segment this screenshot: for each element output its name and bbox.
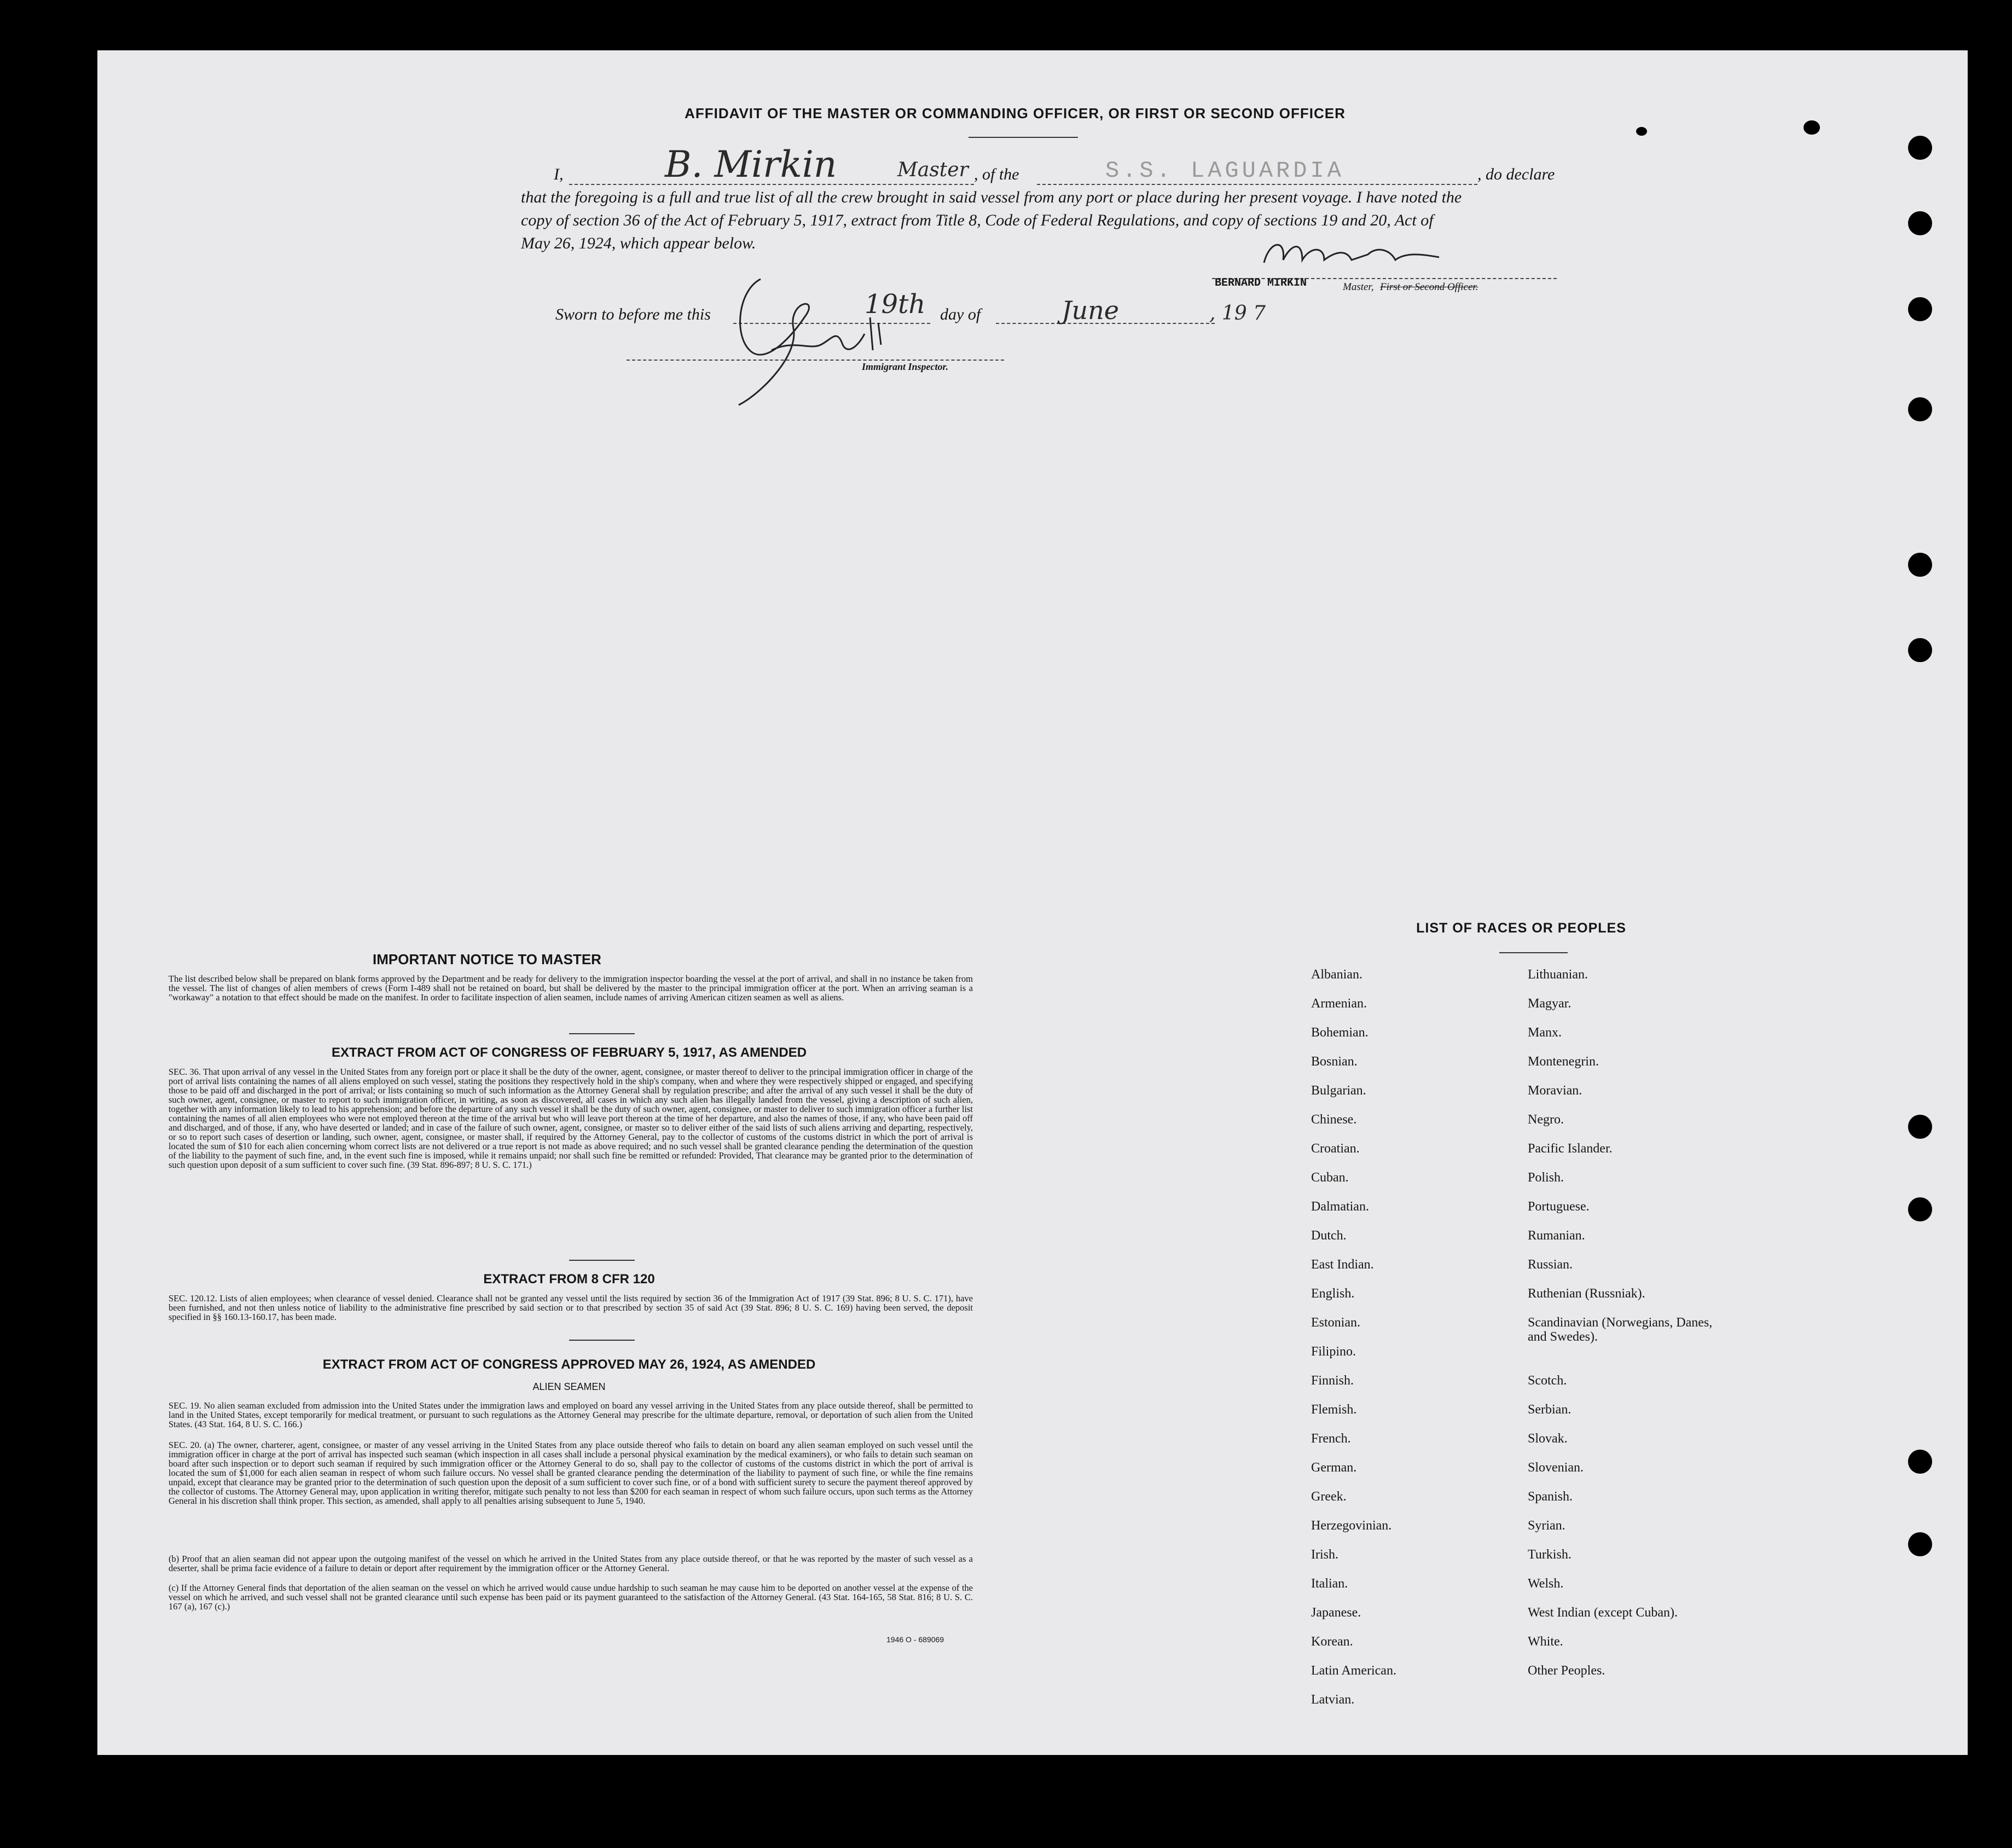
of-the-label: , of the [974, 165, 1019, 183]
race-item: Dutch. [1311, 1229, 1347, 1243]
race-item: Flemish. [1311, 1403, 1357, 1417]
race-item: Serbian. [1528, 1403, 1572, 1417]
race-item: Negro. [1528, 1113, 1564, 1127]
divider [569, 1260, 635, 1261]
extract-1924-sec20a: SEC. 20. (a) The owner, charterer, agent, consignee, or master of any vessel arriving in the United States from any place outside thereof who fails to detain on board any alien seaman employed on such vessel until the immigration officer in charge at the port of arrival has inspected such seaman (which inspection in all cases shall include a personal physical examination by the medical examiners), or who fails to detain such seaman on board after such inspection or to deport such seaman if required by such immigration officer or the Attorney General to do so, shall pay to the collector of customs of the customs district in which the port of arrival is located the sum of $1,000 for each alien seaman in respect of whom such failure occurs. No vessel shall be granted clearance pending the determination of the liability to payment of such fine, or while the fine remains unpaid, except that clearance may be granted prior to the determination of such question upon the deposit of a sum sufficient to cover such fine, or of a bond with sufficient surety to secure the payment thereof approved by the collector of customs. The Attorney General may, upon application in writing therefor, mitigate such penalty to not less than $200 for each seaman in respect of whom such failure occurs, upon such terms as the Attorney General in his discretion shall think proper. This section, as amended, shall apply to all penalties arising subsequent to June 5, 1940. [169, 1440, 973, 1506]
race-item: Magyar. [1528, 997, 1572, 1011]
race-item: Scotch. [1528, 1374, 1567, 1388]
month-handwritten: June [1062, 296, 1119, 325]
race-item: Slovenian. [1528, 1461, 1584, 1475]
affidavit-body-line-2: copy of section 36 of the Act of February 5, 1917, extract from Title 8, Code of Federal Regulations, and copy of sections 19 and 20, Act of [521, 211, 1434, 229]
notice-title: IMPORTANT NOTICE TO MASTER [373, 951, 601, 968]
print-code: 1946 O - 689069 [886, 1635, 944, 1644]
sworn-label: Sworn to before me this [555, 305, 711, 323]
signature-typed-name: BERNARD MIRKIN [1215, 277, 1307, 289]
divider [569, 1033, 635, 1034]
master-name-handwritten: B. Mirkin [665, 143, 837, 186]
extract-1924-title: EXTRACT FROM ACT OF CONGRESS APPROVED MAY 26, 1924, AS AMENDED [322, 1357, 816, 1372]
inspector-label: Immigrant Inspector. [862, 361, 949, 372]
vessel-name-stamp: S.S. LAGUARDIA [1105, 158, 1344, 184]
race-item: Turkish. [1528, 1548, 1572, 1562]
race-item: Armenian. [1311, 997, 1367, 1011]
race-item: Italian. [1311, 1577, 1348, 1591]
race-item: Syrian. [1528, 1519, 1565, 1533]
race-item: Welsh. [1528, 1577, 1564, 1591]
punch-hole [1908, 1532, 1932, 1556]
race-item: Filipino. [1311, 1345, 1356, 1359]
punch-hole [1908, 1115, 1932, 1139]
race-item: Croatian. [1311, 1142, 1360, 1156]
race-item: Pacific Islander. [1528, 1142, 1613, 1156]
race-item: Spanish. [1528, 1490, 1573, 1504]
race-item: Albanian. [1311, 968, 1362, 982]
race-item: German. [1311, 1461, 1357, 1475]
race-item: Irish. [1311, 1548, 1338, 1562]
punch-hole [1908, 638, 1932, 662]
race-item: Polish. [1528, 1171, 1564, 1185]
inspector-line [627, 360, 1004, 361]
race-item: Lithuanian. [1528, 968, 1588, 982]
race-item: Korean. [1311, 1635, 1353, 1649]
punch-hole [1908, 211, 1932, 235]
races-title-rule [1499, 952, 1568, 953]
master-signature [1259, 235, 1456, 274]
punch-hole [1908, 553, 1932, 577]
race-item: Greek. [1311, 1490, 1347, 1504]
punch-hole [1908, 136, 1932, 160]
race-item: Russian. [1528, 1258, 1573, 1272]
race-item: Chinese. [1311, 1113, 1357, 1127]
races-title: LIST OF RACES OR PEOPLES [1416, 920, 1626, 936]
race-item: Bohemian. [1311, 1026, 1369, 1040]
race-item: Scandinavian (Norwegians, Danes, and Swedes). [1528, 1316, 1713, 1344]
ink-blot [1804, 120, 1820, 135]
vessel-line [1037, 184, 1477, 185]
race-item: Japanese. [1311, 1606, 1361, 1620]
year-handwritten: , 19 7 [1209, 302, 1266, 325]
race-item: White. [1528, 1635, 1563, 1649]
extract-1924-sec20c: (c) If the Attorney General finds that deportation of the alien seaman on the vessel on which he arrived would cause undue hardship to such seaman he may cause him to be deported on another vessel at the expense of the vessel on which he arrived, and such vessel shall not be granted clearance until such expense has been paid or its payment guaranteed to the satisfaction of the Attorney General. (43 Stat. 164-165, 58 Stat. 816; 8 U. S. C. 167 (a), 167 (c).) [169, 1583, 973, 1612]
do-declare-label: , do declare [1477, 165, 1555, 183]
affidavit-title: AFFIDAVIT OF THE MASTER OR COMMANDING OFFICER, OR FIRST OR SECOND OFFICER [685, 105, 1346, 121]
race-item: Montenegrin. [1528, 1055, 1599, 1069]
race-item: Manx. [1528, 1026, 1562, 1040]
extract-1924-sec20b: (b) Proof that an alien seaman did not appear upon the outgoing manifest of the vessel on which he arrived in the United States from any place outside thereof, or that he was reported by the master of such vessel as a deserter, shall be prima facie evidence of a failure to detain or deport after requirement by the immigration officer or the Attorney General. [169, 1554, 973, 1573]
extract-1924-sec19: SEC. 19. No alien seaman excluded from admission into the United States under the immigration laws and employed on board any vessel arriving in the United States from any place outside thereof, shall be permitted to land in the United States, except temporarily for medical treatment, or pursuant to such regulations as the Attorney General may prescribe for the ultimate departure, removal, or deportation of such alien from the United States. (43 Stat. 164, 8 U. S. C. 166.) [169, 1400, 973, 1429]
punch-hole [1908, 297, 1932, 321]
ink-blot [1636, 127, 1647, 136]
extract-1924-subtitle: ALIEN SEAMEN [532, 1381, 606, 1392]
punch-hole [1908, 397, 1932, 421]
race-item: Ruthenian (Russniak). [1528, 1287, 1645, 1301]
race-item: Moravian. [1528, 1084, 1582, 1098]
notice-text: The list described below shall be prepared on blank forms approved by the Department and be ready for delivery to the immigration inspector boarding the vessel at the port of arrival, and shall in no instance be taken from the vessel. The list of changes of alien members of crews (Form I-489 shall not be retained on board, but shall be delivered by the master to the principal immigration officer at the port. When an arriving seaman is a "workaway" a notation to that effect should be made on the manifest. In order to facilitate inspection of alien seamen, include names of arriving American citizen seamen as well as aliens. [169, 974, 973, 1003]
race-item: Bosnian. [1311, 1055, 1358, 1069]
punch-hole [1908, 1450, 1932, 1474]
cfr-text: SEC. 120.12. Lists of alien employees; when clearance of vessel denied. Clearance shall not be granted any vessel until the lists required by section 36 of the Immigration Act of 1917 (39 Stat. 896; 8 U. S. C. 171), have been furnished, and not then unless notice of liability to the administrative fine prescribed by said section or to that prescribed by section 35 of said Act (39 Stat. 896; 8 U. S. C. 169) having been served, the deposit specified in §§ 160.13-160.17, has been made. [169, 1293, 973, 1322]
race-item: West Indian (except Cuban). [1528, 1606, 1678, 1620]
inspector-signature [728, 268, 903, 410]
race-item: East Indian. [1311, 1258, 1374, 1272]
race-item: Dalmatian. [1311, 1200, 1369, 1214]
race-item: Cuban. [1311, 1171, 1349, 1185]
divider [569, 1340, 635, 1341]
extract-1917-title: EXTRACT FROM ACT OF CONGRESS OF FEBRUARY 5, 1917, AS AMENDED [331, 1045, 807, 1060]
race-item: French. [1311, 1432, 1351, 1446]
race-item: Finnish. [1311, 1374, 1354, 1388]
signer-title-struck: First or Second Officer. [1380, 281, 1478, 293]
master-title-handwritten: Master [897, 159, 969, 181]
i-label: I, [554, 165, 564, 183]
affidavit-body-line-3: May 26, 1924, which appear below. [521, 234, 756, 252]
race-item: Slovak. [1528, 1432, 1568, 1446]
race-item: Herzegovinian. [1311, 1519, 1392, 1533]
title-rule [969, 137, 1078, 138]
race-item: Rumanian. [1528, 1229, 1585, 1243]
punch-hole [1908, 1197, 1932, 1221]
race-item: Latvian. [1311, 1693, 1355, 1707]
race-item: English. [1311, 1287, 1355, 1301]
race-item: Other Peoples. [1528, 1664, 1605, 1678]
race-item: Bulgarian. [1311, 1084, 1366, 1098]
day-of-label: day of [940, 305, 981, 323]
signer-title-master: Master, [1343, 281, 1374, 293]
race-item: Estonian. [1311, 1316, 1360, 1330]
extract-1917-text: SEC. 36. That upon arrival of any vessel in the United States from any foreign port or place it shall be the duty of the owner, agent, consignee, or master thereof to deliver to the principal immigration officer in charge of the port of arrival lists containing the names of all aliens employed on such vessel, stating the positions they respectively hold in the ship's company, when and where they were respectively shipped or engaged, and specifying those to be paid off and discharged in the port of arrival; or lists containing so much of such information as the Attorney General shall by regulation prescribe; and after the arrival of any such vessel it shall be the duty of such owner, agent, consignee, or master to report to such immigration officer, in writing, as soon as discovered, all cases in which any such alien has illegally landed from the vessel, giving a description of such alien, together with any information likely to lead to his apprehension; and before the departure of any such vessel it shall be the duty of such owner, agent, consignee, or master to deliver to such immigration officer a further list containing the names of all alien employees who were not employed thereon at the time of the arrival but who will leave port thereon at the time of her departure, and also the names of those, if any, who have been paid off and discharged, and of those, if any, who have deserted or landed; and in case of the failure of such owner, agent, consignee, or master so to deliver either of the said lists of such aliens arriving and departing, respectively, or so to report such cases of desertion or landing, such owner, agent, consignee, or master shall, if required by the Attorney General, pay to the collector of customs of the customs district in which the port of arrival is located the sum of $10 for each alien concerning whom correct lists are not delivered or a true report is not made as above required; and no such vessel shall be granted clearance pending the determination of the question of the liability to the payment of such fine, and, in the event such fine is imposed, while it remains unpaid; nor shall such fine be remitted or refunded: Provided, That clearance may be granted prior to the determination of such question upon deposit of a sum sufficient to cover such fine. (39 Stat. 896-897; 8 U. S. C. 171.) [169, 1067, 973, 1170]
race-item: Latin American. [1311, 1664, 1396, 1678]
affidavit-body-line-1: that the foregoing is a full and true list of all the crew brought in said vessel from any port or place during her present voyage. I have noted the [521, 188, 1462, 206]
cfr-title: EXTRACT FROM 8 CFR 120 [483, 1272, 655, 1287]
race-item: Portuguese. [1528, 1200, 1590, 1214]
day-handwritten: 19th [865, 289, 926, 320]
